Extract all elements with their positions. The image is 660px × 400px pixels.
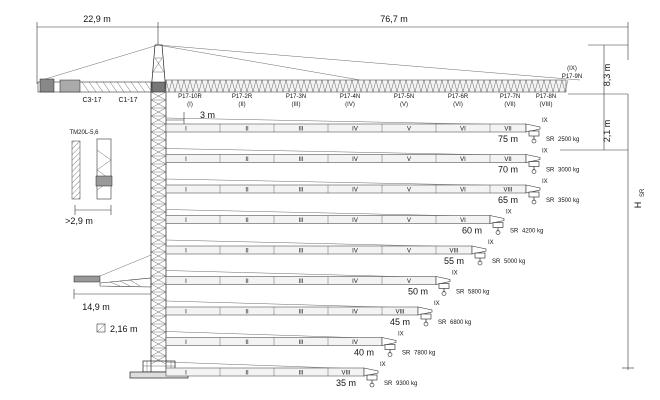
- jib-load-label: 5000 kg: [504, 259, 526, 265]
- jib-section-label: V: [406, 218, 412, 224]
- jib-section-label: V: [406, 187, 412, 194]
- jib-config-row: [166, 179, 579, 205]
- main-jib-section-roman: (I): [187, 102, 193, 108]
- jib-section-label: I: [185, 309, 187, 316]
- jib-section-label: VII: [504, 126, 512, 133]
- jib-section-label: II: [245, 248, 249, 255]
- jib-sr-label: SR: [492, 259, 501, 265]
- hook-trolley: [421, 314, 431, 319]
- jib-section-label: IV: [352, 187, 358, 194]
- counterweight-c1: C1-17: [118, 97, 138, 104]
- jib-section-label: IV: [352, 279, 358, 285]
- jib-section-label: III: [298, 218, 304, 224]
- jib-section-label: II: [245, 309, 249, 316]
- main-jib-section-roman: (II): [238, 102, 246, 108]
- jib-section-label: VI: [460, 187, 466, 194]
- jib-config-row: [166, 362, 417, 388]
- jib-section-label: III: [298, 126, 304, 133]
- jib-radius-label: 65 m: [497, 195, 518, 205]
- climbing-frame-detail: [65, 130, 112, 226]
- jib-section-label: VII: [504, 157, 512, 163]
- jib-end-label: IX: [434, 301, 440, 307]
- jib-end-label: IX: [398, 331, 404, 338]
- jib-section-label: III: [298, 279, 304, 285]
- jib-end-label: IX: [380, 362, 386, 368]
- hook-trolley: [367, 375, 377, 380]
- jib-sr-label: SR: [510, 228, 519, 235]
- wall-clearance-label: >2,9 m: [65, 216, 93, 226]
- jib-tie-rods: [42, 45, 583, 80]
- jib-section-label: VIII: [503, 187, 513, 194]
- jib-end-label: IX: [542, 179, 548, 185]
- jib-sr-label: SR: [546, 167, 555, 174]
- jib-radius-label: 50 m: [407, 286, 428, 297]
- main-jib-section-roman: (IV): [345, 102, 355, 108]
- jib-section-label: II: [245, 340, 249, 346]
- jib-sr-label: SR: [402, 350, 411, 357]
- hook-trolley: [475, 253, 485, 258]
- main-jib-section-code: P17-10R: [178, 94, 202, 100]
- jib-config-row: [166, 240, 525, 266]
- min-radius-label: 3 m: [200, 110, 216, 120]
- jib-section-label: III: [298, 248, 304, 255]
- main-jib-section-code: P17-9N: [561, 74, 583, 80]
- jib-config-row: [166, 271, 489, 297]
- main-jib-length: 76,7 m: [380, 14, 408, 24]
- building-wall: [72, 141, 80, 199]
- jib-load-label: 5800 kg: [468, 289, 490, 296]
- main-jib-section-code: P17-6R: [447, 94, 469, 100]
- jib-end-label: IX: [452, 270, 458, 277]
- jib-section-label: III: [298, 157, 304, 163]
- assembly-jib-length-label: 14,9 m: [82, 302, 110, 312]
- jib-section-label: II: [245, 279, 249, 285]
- jib-section-label: I: [185, 187, 187, 194]
- jib-load-label: 9300 kg: [396, 381, 418, 387]
- jib-section-label: V: [406, 126, 412, 133]
- jib-section-label: I: [185, 157, 187, 163]
- jib-radius-label: 60 m: [461, 225, 482, 236]
- jib-load-label: 3500 kg: [558, 198, 580, 204]
- jib-sr-label: SR: [384, 381, 393, 387]
- jib-config-boom: [166, 307, 418, 315]
- tower-head: [151, 45, 166, 92]
- jib-depth: 2,1 m: [602, 119, 612, 143]
- jib-load-label: 3000 kg: [558, 167, 580, 174]
- jib-section-label: II: [245, 126, 249, 133]
- top-dimension-line: [37, 14, 628, 84]
- slew-radius-label: 2,16 m: [110, 324, 138, 334]
- jib-section-label: II: [245, 157, 249, 163]
- jib-section-label: VI: [460, 157, 466, 163]
- jib-config-row: [166, 210, 543, 236]
- jib-section-label: III: [298, 187, 304, 194]
- main-jib-section-code: P17-4N: [339, 94, 361, 100]
- tower-mast: [151, 92, 166, 372]
- jib-config-row: [166, 332, 435, 358]
- hook-height-sub: SR: [640, 188, 646, 197]
- hook-trolley: [493, 223, 503, 228]
- main-jib-section-roman: (VII): [504, 102, 516, 108]
- jib-config-boom: [166, 368, 364, 376]
- jib-sr-label: SR: [546, 137, 555, 143]
- jib-section-label: V: [406, 248, 412, 255]
- hook-trolley: [529, 131, 539, 136]
- jib-section-label: III: [298, 340, 304, 346]
- jib-load-label: 4200 kg: [522, 228, 544, 235]
- hook-trolley: [439, 284, 449, 289]
- main-jib-section-roman: (VIII): [539, 102, 553, 108]
- jib-sr-label: SR: [438, 320, 447, 326]
- tower-head-height: 8,3 m: [602, 63, 612, 87]
- counterweight-c3: C3-17: [82, 97, 102, 104]
- jib-config-row: [166, 301, 471, 327]
- main-jib-section-roman: (VI): [453, 102, 463, 108]
- jib-section-label: I: [185, 279, 187, 285]
- jib-end-label: IX: [542, 148, 548, 155]
- jib-config-row: [166, 118, 579, 144]
- jib-load-label: 2500 kg: [558, 137, 580, 143]
- jib-section-label: I: [185, 126, 187, 133]
- jib-section-label: III: [298, 370, 304, 377]
- tm-label: TM20L-5,6: [69, 130, 99, 136]
- jib-sr-label: SR: [546, 198, 555, 204]
- main-jib-section-roman: (III): [291, 102, 301, 108]
- jib-sr-label: SR: [456, 289, 465, 296]
- jib-radius-label: 45 m: [389, 317, 410, 327]
- jib-section-label: II: [245, 370, 249, 377]
- main-jib-ix-label: (IX): [567, 66, 577, 72]
- jib-end-label: IX: [488, 240, 494, 246]
- jib-radius-label: 40 m: [353, 347, 374, 358]
- counterweight-block: [40, 79, 54, 92]
- right-dimensions: [560, 45, 646, 370]
- jib-section-label: VIII: [395, 309, 405, 316]
- jib-section-label: V: [406, 157, 412, 163]
- jib-section-label: II: [245, 187, 249, 194]
- jib-section-label: IV: [352, 248, 358, 255]
- jib-section-label: I: [185, 248, 187, 255]
- jib-load-label: 6800 kg: [450, 320, 472, 326]
- jib-load-label: 7800 kg: [414, 350, 436, 357]
- main-jib: [166, 66, 582, 108]
- hook-trolley: [385, 345, 395, 350]
- winch-block: [60, 80, 80, 92]
- jib-radius-label: 35 m: [335, 378, 356, 388]
- jib-section-label: I: [185, 218, 187, 224]
- jib-section-label: I: [185, 370, 187, 377]
- hook-height-label: H: [633, 201, 643, 209]
- jib-end-label: IX: [542, 118, 548, 124]
- jib-radius-label: 55 m: [443, 256, 464, 266]
- jib-end-label: IX: [506, 209, 512, 216]
- jib-section-label: VIII: [449, 248, 459, 255]
- jib-section-label: V: [406, 279, 412, 285]
- main-jib-section-roman: (V): [400, 102, 408, 108]
- main-jib-section-code: P17-8N: [535, 94, 557, 100]
- hook-trolley: [529, 162, 539, 167]
- jib-config-row: [166, 149, 579, 175]
- jib-section-label: IV: [352, 309, 358, 316]
- main-jib-section-code: P17-2R: [231, 94, 253, 100]
- jib-section-label: IV: [352, 218, 358, 224]
- hook-trolley: [529, 192, 539, 197]
- main-jib-section-code: P17-7N: [499, 94, 521, 100]
- assembly-jib: [74, 255, 151, 312]
- jib-radius-label: 75 m: [497, 134, 518, 144]
- jib-section-label: IV: [352, 157, 358, 163]
- slew-radius-dimension: [97, 324, 138, 334]
- jib-section-label: I: [185, 340, 187, 346]
- jib-section-label: III: [298, 309, 304, 316]
- counter-jib-length: 22,9 m: [83, 14, 111, 24]
- jib-section-label: IV: [352, 126, 358, 133]
- jib-section-label: VI: [460, 218, 466, 224]
- jib-section-label: IV: [352, 340, 358, 346]
- jib-section-label: II: [245, 218, 249, 224]
- jib-section-label: VIII: [341, 370, 351, 377]
- jib-radius-label: 70 m: [497, 164, 518, 175]
- jib-config-boom: [166, 246, 472, 254]
- jib-section-label: VI: [460, 126, 466, 133]
- counter-jib: [38, 79, 152, 104]
- main-jib-section-code: P17-3N: [285, 94, 307, 100]
- jib-configurations: [166, 118, 579, 388]
- main-jib-section-code: P17-5N: [393, 94, 415, 100]
